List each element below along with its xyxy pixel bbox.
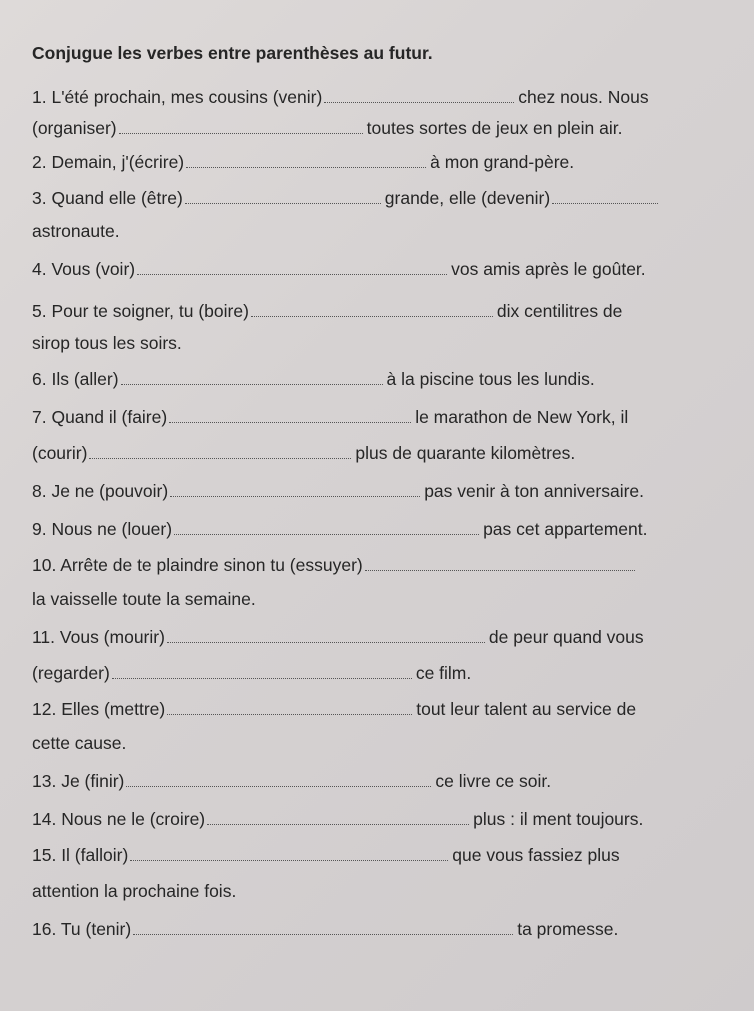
prompt-text: 10. Arrête de te plaindre sinon tu (essuyer) [32,555,363,575]
prompt-text: 15. Il (falloir) [32,845,129,865]
continuation-text: que vous fassiez plus [452,845,620,865]
exercise-line-4 [32,258,740,280]
prompt-text: 14. Nous ne le (croire) [32,809,206,829]
exercise-line-3a [32,187,740,209]
prompt-text: 3. Quand elle (être) [32,188,183,208]
answer-blank-16[interactable] [133,920,513,935]
prompt-text: (courir) [32,443,88,463]
exercise-line-5b [32,332,740,354]
prompt-text: 6. Ils (aller) [32,369,119,389]
answer-blank-4[interactable] [137,260,447,275]
answer-blank-5[interactable] [251,302,493,317]
answer-blank-11b[interactable] [112,664,412,679]
answer-blank-15[interactable] [130,846,448,861]
continuation-text: le marathon de New York, il [415,407,629,427]
continuation-text: pas venir à ton anniversaire. [424,481,645,501]
prompt-text: cette cause. [32,733,127,753]
prompt-text: 11. Vous (mourir) [32,627,165,647]
continuation-text: dix centilitres de [496,301,623,321]
continuation-text: ce livre ce soir. [435,771,552,791]
continuation-text: pas cet appartement. [483,519,648,539]
prompt-text: attention la prochaine fois. [32,881,237,901]
prompt-text: 5. Pour te soigner, tu (boire) [32,301,249,321]
continuation-text: à mon grand-père. [430,152,575,172]
exercise-line-12b [32,732,740,754]
prompt-text: la vaisselle toute la semaine. [32,589,256,609]
answer-blank-1[interactable] [324,88,514,103]
continuation-text: plus : il ment toujours. [473,809,644,829]
exercise-line-15b [32,880,740,902]
answer-blank-8[interactable] [170,482,420,497]
prompt-text: sirop tous les soirs. [32,333,182,353]
exercise-line-10a [32,554,740,576]
prompt-text: (organiser) [32,118,117,138]
exercise-line-5a [32,300,740,322]
continuation-text: chez nous. Nous [518,87,649,107]
continuation-text: vos amis après le goûter. [451,259,646,279]
answer-blank-11[interactable] [167,628,485,643]
exercise-line-11a [32,626,740,648]
exercise-line-1a [32,86,740,108]
prompt-text: 16. Tu (tenir) [32,919,132,939]
continuation-text: plus de quarante kilomètres. [355,443,576,463]
exercise-line-13 [32,770,740,792]
answer-blank-1b[interactable] [119,119,363,134]
exercise-line-1b [32,117,740,139]
exercise-line-9 [32,518,740,540]
answer-blank-9[interactable] [174,520,479,535]
continuation-text: toutes sortes de jeux en plein air. [366,118,623,138]
exercise-line-16 [32,918,740,940]
prompt-text: 8. Je ne (pouvoir) [32,481,169,501]
exercise-line-12a [32,698,740,720]
prompt-text: 9. Nous ne (louer) [32,519,173,539]
worksheet-title: Conjugue les verbes entre parenthèses au futur. [32,43,433,63]
answer-blank-3b[interactable] [552,189,658,204]
continuation-text: à la piscine tous les lundis. [386,369,595,389]
exercise-line-3b [32,220,740,242]
exercise-line-10b [32,588,740,610]
answer-blank-12[interactable] [167,700,412,715]
answer-blank-7[interactable] [169,408,411,423]
exercise-line-6 [32,368,740,390]
answer-blank-6[interactable] [121,370,383,385]
prompt-text: 1. L'été prochain, mes cousins (venir) [32,87,323,107]
prompt-text: 12. Elles (mettre) [32,699,166,719]
exercise-line-7a [32,406,740,428]
answer-blank-10[interactable] [365,556,635,571]
continuation-text: grande, elle (devenir) [384,188,551,208]
exercise-line-8 [32,480,740,502]
continuation-text: tout leur talent au service de [416,699,637,719]
prompt-text: 2. Demain, j'(écrire) [32,152,185,172]
exercise-line-2 [32,151,740,173]
exercise-line-7b [32,442,740,464]
prompt-text: 4. Vous (voir) [32,259,136,279]
prompt-text: astronaute. [32,221,120,241]
prompt-text: (regarder) [32,663,110,683]
prompt-text: 13. Je (finir) [32,771,125,791]
answer-blank-3[interactable] [185,189,381,204]
exercise-line-14 [32,808,740,830]
answer-blank-14[interactable] [207,810,469,825]
answer-blank-7b[interactable] [89,444,351,459]
continuation-text: ta promesse. [517,919,619,939]
continuation-text: ce film. [415,663,472,683]
prompt-text: 7. Quand il (faire) [32,407,168,427]
answer-blank-13[interactable] [126,772,431,787]
exercise-line-15a [32,844,740,866]
continuation-text: de peur quand vous [488,627,644,647]
answer-blank-2[interactable] [186,153,426,168]
exercise-line-11b [32,662,740,684]
